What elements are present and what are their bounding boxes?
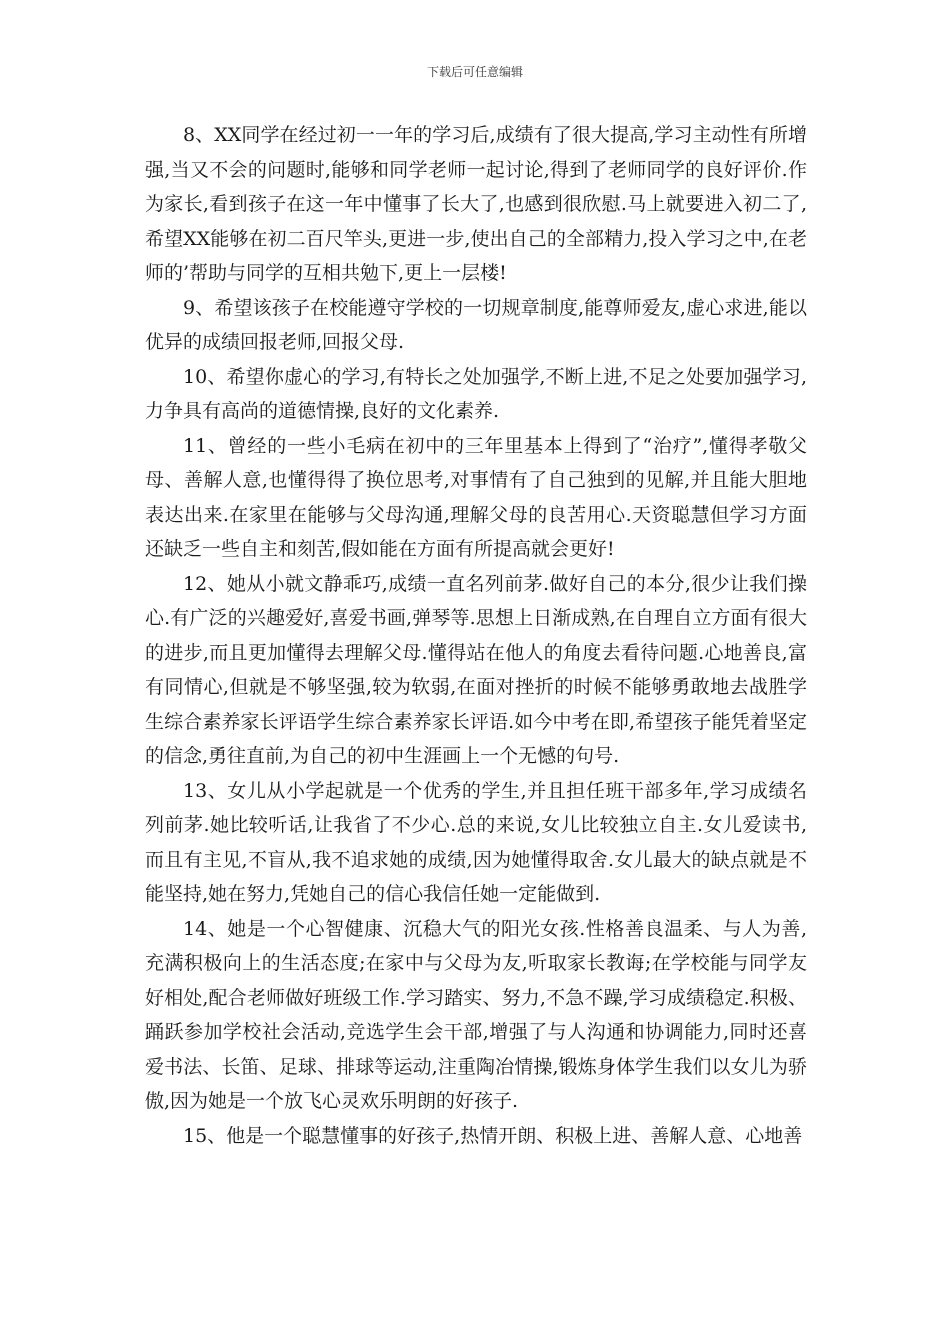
paragraph-12: 12、她从小就文静乖巧,成绩一直名列前茅.做好自己的本分,很少让我们操心.有广泛的兴趣爱好,喜爱书画,弹琴等.思想上日渐成熟,在自理自立方面有很大的进步,而且更加懂得去理解父母.懂得站在他人的角度去看待问题.心地善良,富有同情心,但就是不够坚强,较为软弱,在面对挫折的时候不能够勇敢地去战胜学生综合素养家长评语学生综合素养家长评语.如今中考在即,希望孩子能凭着坚定的信念,勇往直前,为自己的初中生涯画上一个无憾的句号. bbox=[145, 572, 807, 767]
paragraph-13: 13、女儿从小学起就是一个优秀的学生,并且担任班干部多年,学习成绩名列前茅.她比较听话,让我省了不少心.总的来说,女儿比较独立自主.女儿爱读书,而且有主见,不盲从,我不追求她的成绩,因为她懂得取舍.女儿最大的缺点就是不能坚持,她在努力,凭她自己的信心我信任她一定能做到. bbox=[145, 779, 807, 905]
paragraph-8: 8、XX同学在经过初一一年的学习后,成绩有了很大提高,学习主动性有所增强,当又不会的问题时,能够和同学老师一起讨论,得到了老师同学的良好评价.作为家长,看到孩子在这一年中懂事了长大了,也感到很欣慰.马上就要进入初二了,希望XX能够在初二百尺竿头,更进一步,使出自己的全部精力,投入学习之中,在老师的’帮助与同学的互相共勉下,更上一层楼! bbox=[145, 124, 807, 284]
paragraph-9: 9、希望该孩子在校能遵守学校的一切规章制度,能尊师爱友,虚心求进,能以优异的成绩回报老师,回报父母. bbox=[145, 296, 807, 353]
document-body bbox=[145, 118, 807, 1153]
paragraph-11: 11、曾经的一些小毛病在初中的三年里基本上得到了“治疗”,懂得孝敬父母、善解人意,也懂得得了换位思考,对事情有了自己独到的见解,并且能大胆地表达出来.在家里在能够与父母沟通,理解父母的良苦用心.天资聪慧但学习方面还缺乏一些自主和刻苦,假如能在方面有所提高就会更好! bbox=[145, 434, 807, 560]
paragraph-15: 15、他是一个聪慧懂事的好孩子,热情开朗、积极上进、善解人意、心地善 bbox=[183, 1124, 803, 1147]
paragraph-14: 14、她是一个心智健康、沉稳大气的阳光女孩.性格善良温柔、与人为善,充满积极向上的生活态度;在家中与父母为友,听取家长教诲;在学校能与同学友好相处,配合老师做好班级工作.学习踏实、努力,不急不躁,学习成绩稳定.积极、踊跃参加学校社会活动,竞选学生会干部,增强了与人沟通和协调能力,同时还喜爱书法、长笛、足球、排球等运动,注重陶冶情操,锻炼身体学生我们以女儿为骄傲,因为她是一个放飞心灵欢乐明朗的好孩子. bbox=[145, 917, 807, 1112]
page-header: 下载后可任意编辑 bbox=[426, 65, 523, 79]
paragraph-10: 10、希望你虚心的学习,有特长之处加强学,不断上进,不足之处要加强学习,力争具有高尚的道德情操,良好的文化素养. bbox=[145, 365, 807, 422]
